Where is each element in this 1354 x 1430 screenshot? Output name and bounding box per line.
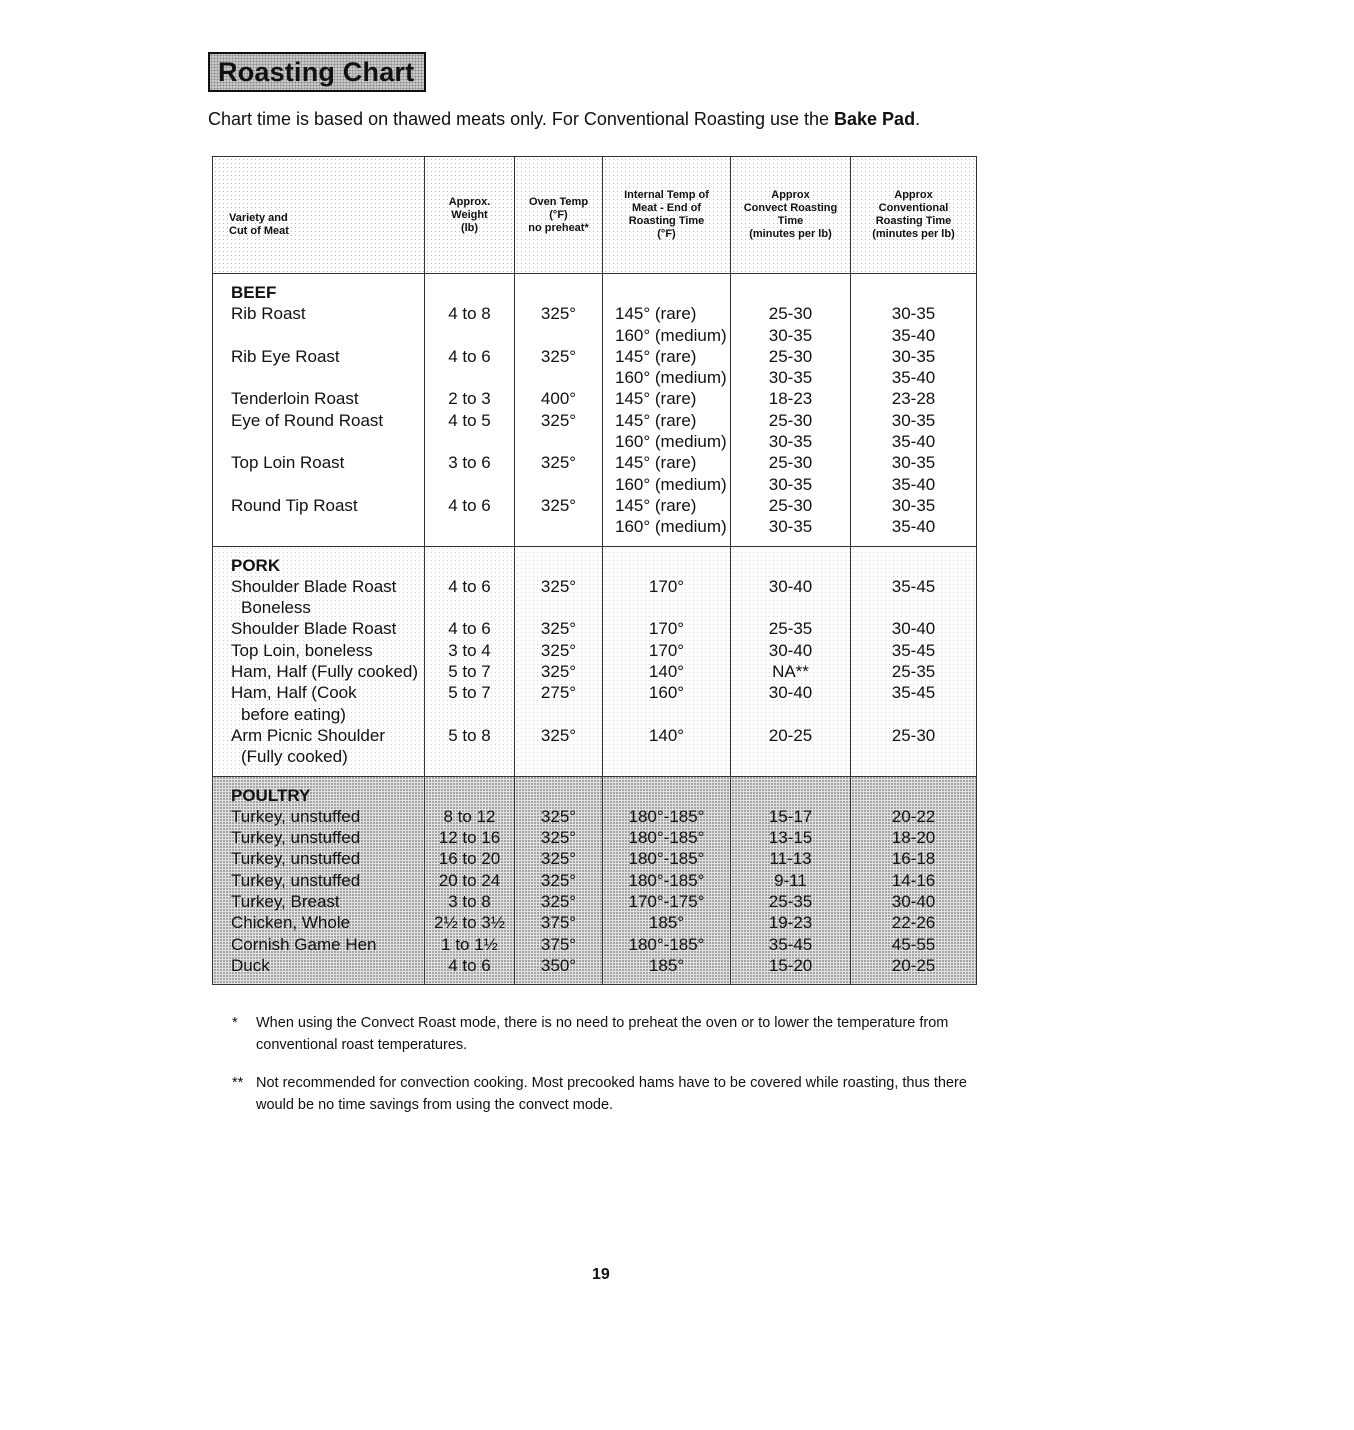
internal-value: 170° [648,640,685,660]
conventional-value: 30-35 [891,304,936,324]
oven-value: 350° [540,955,577,975]
conventional-value [851,746,976,767]
variety-value: Turkey, unstuffed [231,849,361,869]
footnote-text: Not recommended for convection cooking. Most precooked hams have to be covered while roasting, thus there would be no time savings from using the convect mode. [256,1075,967,1113]
oven-value: 400° [540,389,577,409]
variety-value: Chicken, Whole [231,913,351,933]
section-heading: POULTRY [231,785,311,805]
convect-value: 11-13 [769,849,812,869]
convect-value: 25-35 [768,892,813,912]
oven-value: 325° [540,806,577,826]
internal-value: 145° (rare) [615,453,697,473]
section-beef [213,274,977,547]
internal-value: 140° [648,662,685,682]
conventional-value: 25-35 [891,662,936,682]
heading-spacer [425,282,514,303]
variety-cell [213,776,425,985]
convect-value [731,746,850,767]
conventional-value: 23-28 [891,389,936,409]
heading-spacer [615,282,730,303]
variety-value: Turkey, unstuffed [231,806,361,826]
oven-temp-cell [515,776,603,985]
header-line: Approx [771,189,810,201]
header-line: Cut of Meat [229,225,289,237]
oven-value: 325° [540,495,577,515]
header-line: no preheat* [528,221,589,234]
convect-time-cell [731,546,851,776]
header-line: Meat - End of [631,202,702,214]
header-line: Roasting Time [875,215,952,227]
header-line: (minutes per lb) [872,228,955,240]
variety-value: Boneless [241,598,311,618]
internal-value: 180°-185° [628,934,705,954]
oven-value [515,325,602,346]
convect-value: 30-35 [768,432,813,452]
internal-value: 170° [648,619,685,639]
internal-value: 160° [648,683,685,703]
internal-value: 180°-185° [628,806,705,826]
conventional-value: 35-40 [891,432,936,452]
weight-value: 2 to 3 [448,389,491,409]
conventional-value: 35-45 [891,640,936,660]
oven-temp-cell [515,274,603,547]
convect-value: 25-30 [768,453,813,473]
conventional-time-cell [851,274,977,547]
header-convect-time [731,157,851,274]
variety-value: Ham, Half (Cook [231,683,357,703]
heading-spacer [731,555,850,576]
header-line: Approx [894,189,933,201]
header-line: Variety and [229,212,288,224]
conventional-value: 30-35 [891,495,936,515]
variety-value: Turkey, unstuffed [231,870,361,890]
heading-spacer [731,282,850,303]
weight-value [425,474,514,495]
oven-value [515,746,602,767]
variety-value: Shoulder Blade Roast [231,619,397,639]
section-pork [213,546,977,776]
internal-value: 180°-185° [628,828,705,848]
header-line: Time [777,215,804,227]
internal-value: 185° [648,955,685,975]
oven-value: 275° [540,683,577,703]
convect-value [731,597,850,618]
weight-value: 4 to 8 [448,304,491,324]
oven-value: 375° [540,934,577,954]
convect-value: 15-17 [768,806,813,826]
oven-value: 325° [540,304,577,324]
heading-spacer [425,785,514,806]
variety-cell [213,546,425,776]
conventional-value: 30-35 [891,410,936,430]
convect-value: 25-30 [768,410,813,430]
convect-value: 30-35 [768,474,813,494]
heading-spacer [851,785,976,806]
oven-value: 325° [540,640,577,660]
variety-value [231,474,424,495]
internal-temp-cell [603,274,731,547]
weight-value: 16 to 20 [438,849,501,869]
variety-value: (Fully cooked) [241,747,348,767]
oven-value: 325° [540,453,577,473]
header-line: Oven Temp [528,195,589,208]
conventional-value: 30-40 [891,892,936,912]
convect-value: 30-40 [768,683,813,703]
conventional-value: 22-26 [891,913,936,933]
weight-value: 20 to 24 [438,870,501,890]
oven-value [515,431,602,452]
internal-value: 185° [648,913,685,933]
weight-cell [425,274,515,547]
oven-value: 325° [540,892,577,912]
oven-value: 325° [540,870,577,890]
variety-value: Top Loin Roast [231,453,345,473]
variety-value: Cornish Game Hen [231,934,377,954]
internal-value: 160° (medium) [615,432,727,452]
conventional-value [851,597,976,618]
weight-value: 5 to 7 [448,683,491,703]
header-line: Convect Roasting [743,202,838,214]
internal-value: 170°-175° [628,892,705,912]
convect-value: 30-40 [768,640,813,660]
internal-value [603,704,730,725]
internal-temp-cell [603,546,731,776]
conventional-value: 45-55 [891,934,936,954]
oven-value: 325° [540,828,577,848]
variety-value: Rib Eye Roast [231,346,340,366]
weight-value: 3 to 8 [448,892,491,912]
convect-value: 25-35 [768,619,813,639]
header-line: (lb) [460,221,479,234]
weight-value [425,325,514,346]
variety-value: Eye of Round Roast [231,410,384,430]
convect-value: 20-25 [768,725,813,745]
conventional-value: 35-40 [891,474,936,494]
page-title: Roasting Chart [208,52,426,92]
oven-value [515,367,602,388]
page-number: 19 [592,1266,610,1283]
header-line: (°F) [549,208,568,221]
header-line: Internal Temp of [624,189,709,201]
weight-value: 3 to 6 [448,453,491,473]
footnote [232,1072,992,1116]
conventional-value: 30-40 [891,619,936,639]
conventional-value: 35-45 [891,683,936,703]
oven-value: 325° [540,725,577,745]
weight-value [425,746,514,767]
internal-value: 180°-185° [628,870,705,890]
weight-value: 8 to 12 [443,806,496,826]
internal-value: 145° (rare) [615,410,697,430]
conventional-value: 25-30 [891,725,936,745]
convect-time-cell [731,776,851,985]
variety-value: Turkey, Breast [231,892,340,912]
section-heading: PORK [231,555,281,575]
oven-value [515,597,602,618]
conventional-time-cell [851,546,977,776]
variety-value: Top Loin, boneless [231,640,373,660]
heading-spacer [731,785,850,806]
header-conventional-time [851,157,977,274]
internal-value: 170° [648,576,685,596]
footnote-text: When using the Convect Roast mode, there is no need to preheat the oven or to lower the temperature from conventional roast temperatures. [256,1015,949,1053]
convect-value: 30-35 [768,517,813,537]
variety-cell [213,274,425,547]
oven-value: 375° [540,913,577,933]
oven-value: 325° [540,576,577,596]
header-line: (minutes per lb) [749,228,832,240]
conventional-value [851,704,976,725]
convect-value: 19-23 [768,913,813,933]
intro-sentence: Chart time is based on thawed meats only. For Conventional Roasting use the [208,109,835,129]
convect-value: 30-35 [768,368,813,388]
oven-value: 325° [540,410,577,430]
convect-value: 13-15 [768,828,813,848]
variety-value: Rib Roast [231,304,306,324]
internal-value: 160° (medium) [615,517,727,537]
oven-value [515,516,602,537]
header-line: Conventional [878,202,949,214]
variety-value: Duck [231,955,270,975]
convect-time-cell [731,274,851,547]
conventional-value: 35-40 [891,325,936,345]
weight-value: 5 to 8 [448,725,491,745]
convect-value [731,704,850,725]
weight-value [425,431,514,452]
internal-value: 180°-185° [628,849,705,869]
oven-value [515,704,602,725]
oven-value: 325° [540,849,577,869]
variety-value: Arm Picnic Shoulder [231,725,386,745]
variety-value: Tenderloin Roast [231,389,359,409]
conventional-value: 16-18 [891,849,936,869]
heading-spacer [515,785,602,806]
internal-value: 140° [648,725,685,745]
weight-value: 5 to 7 [448,662,491,682]
intro-emphasis: Bake Pad [834,109,916,129]
conventional-time-cell [851,776,977,985]
roasting-chart-table [212,156,977,985]
header-line: (°F) [657,228,676,240]
oven-value: 325° [540,662,577,682]
weight-value [425,597,514,618]
convect-value: 15-20 [768,955,813,975]
variety-value [231,516,424,537]
heading-spacer [425,555,514,576]
convect-value: 35-45 [768,934,813,954]
internal-value: 160° (medium) [615,474,727,494]
convect-value: 18-23 [768,389,813,409]
variety-value: Turkey, unstuffed [231,828,361,848]
weight-value: 12 to 16 [438,828,501,848]
convect-value: 30-40 [768,576,813,596]
weight-value: 1 to 1½ [441,934,498,954]
conventional-value: 35-40 [891,517,936,537]
convect-value: 9-11 [774,870,807,890]
header-row [213,157,977,274]
variety-value: Shoulder Blade Roast [231,576,397,596]
header-internal-temp [603,157,731,274]
weight-value: 3 to 4 [448,640,491,660]
weight-value: 4 to 6 [448,346,491,366]
weight-value [425,516,514,537]
conventional-value: 30-35 [891,346,936,366]
convect-value: 25-30 [768,346,813,366]
variety-value: Ham, Half (Fully cooked) [231,662,419,682]
oven-value: 325° [540,346,577,366]
internal-value: 145° (rare) [615,495,697,515]
weight-value [425,367,514,388]
section-heading: BEEF [231,283,277,302]
footnote [232,1012,992,1056]
conventional-value: 35-45 [891,576,936,596]
footnote-mark: * [232,1015,238,1031]
variety-value [231,325,424,346]
convect-value: 30-35 [768,325,813,345]
header-line: Roasting Time [628,215,705,227]
internal-value: 145° (rare) [615,304,697,324]
header-weight [425,157,515,274]
variety-value [231,367,424,388]
weight-value: 4 to 6 [448,619,491,639]
weight-value: 4 to 6 [448,955,491,975]
convect-value: 25-30 [768,304,813,324]
variety-value [231,431,424,452]
convect-value: 25-30 [768,495,813,515]
heading-spacer [851,555,976,576]
heading-spacer [515,282,602,303]
oven-temp-cell [515,546,603,776]
heading-spacer [603,785,730,806]
heading-spacer [515,555,602,576]
convect-value: NA** [772,662,809,682]
internal-value [603,746,730,767]
weight-value: 4 to 6 [448,576,491,596]
oven-value [515,474,602,495]
intro-end: . [915,109,921,129]
variety-value: Round Tip Roast [231,495,358,515]
heading-spacer [603,555,730,576]
conventional-value: 30-35 [891,453,936,473]
variety-value: before eating) [241,704,346,724]
conventional-value: 35-40 [891,368,936,388]
internal-value: 145° (rare) [615,346,697,366]
section-poultry [213,776,977,985]
conventional-value: 20-22 [891,806,936,826]
internal-value: 160° (medium) [615,325,727,345]
weight-value: 4 to 6 [448,495,491,515]
internal-temp-cell [603,776,731,985]
heading-spacer [851,282,976,303]
weight-cell [425,776,515,985]
weight-cell [425,546,515,776]
oven-value: 325° [540,619,577,639]
intro-text [208,109,920,130]
weight-value [425,704,514,725]
footnotes [232,1012,992,1132]
header-oven-temp [515,157,603,274]
weight-value: 4 to 5 [448,410,491,430]
conventional-value: 20-25 [891,955,936,975]
internal-value [603,597,730,618]
weight-value: 2½ to 3½ [434,913,505,933]
internal-value: 145° (rare) [615,389,697,409]
conventional-value: 14-16 [891,870,936,890]
header-line: Weight [451,208,488,221]
header-variety [213,157,425,274]
header-line: Approx. [448,195,491,208]
internal-value: 160° (medium) [615,368,727,388]
conventional-value: 18-20 [891,828,936,848]
footnote-mark: ** [232,1075,244,1091]
